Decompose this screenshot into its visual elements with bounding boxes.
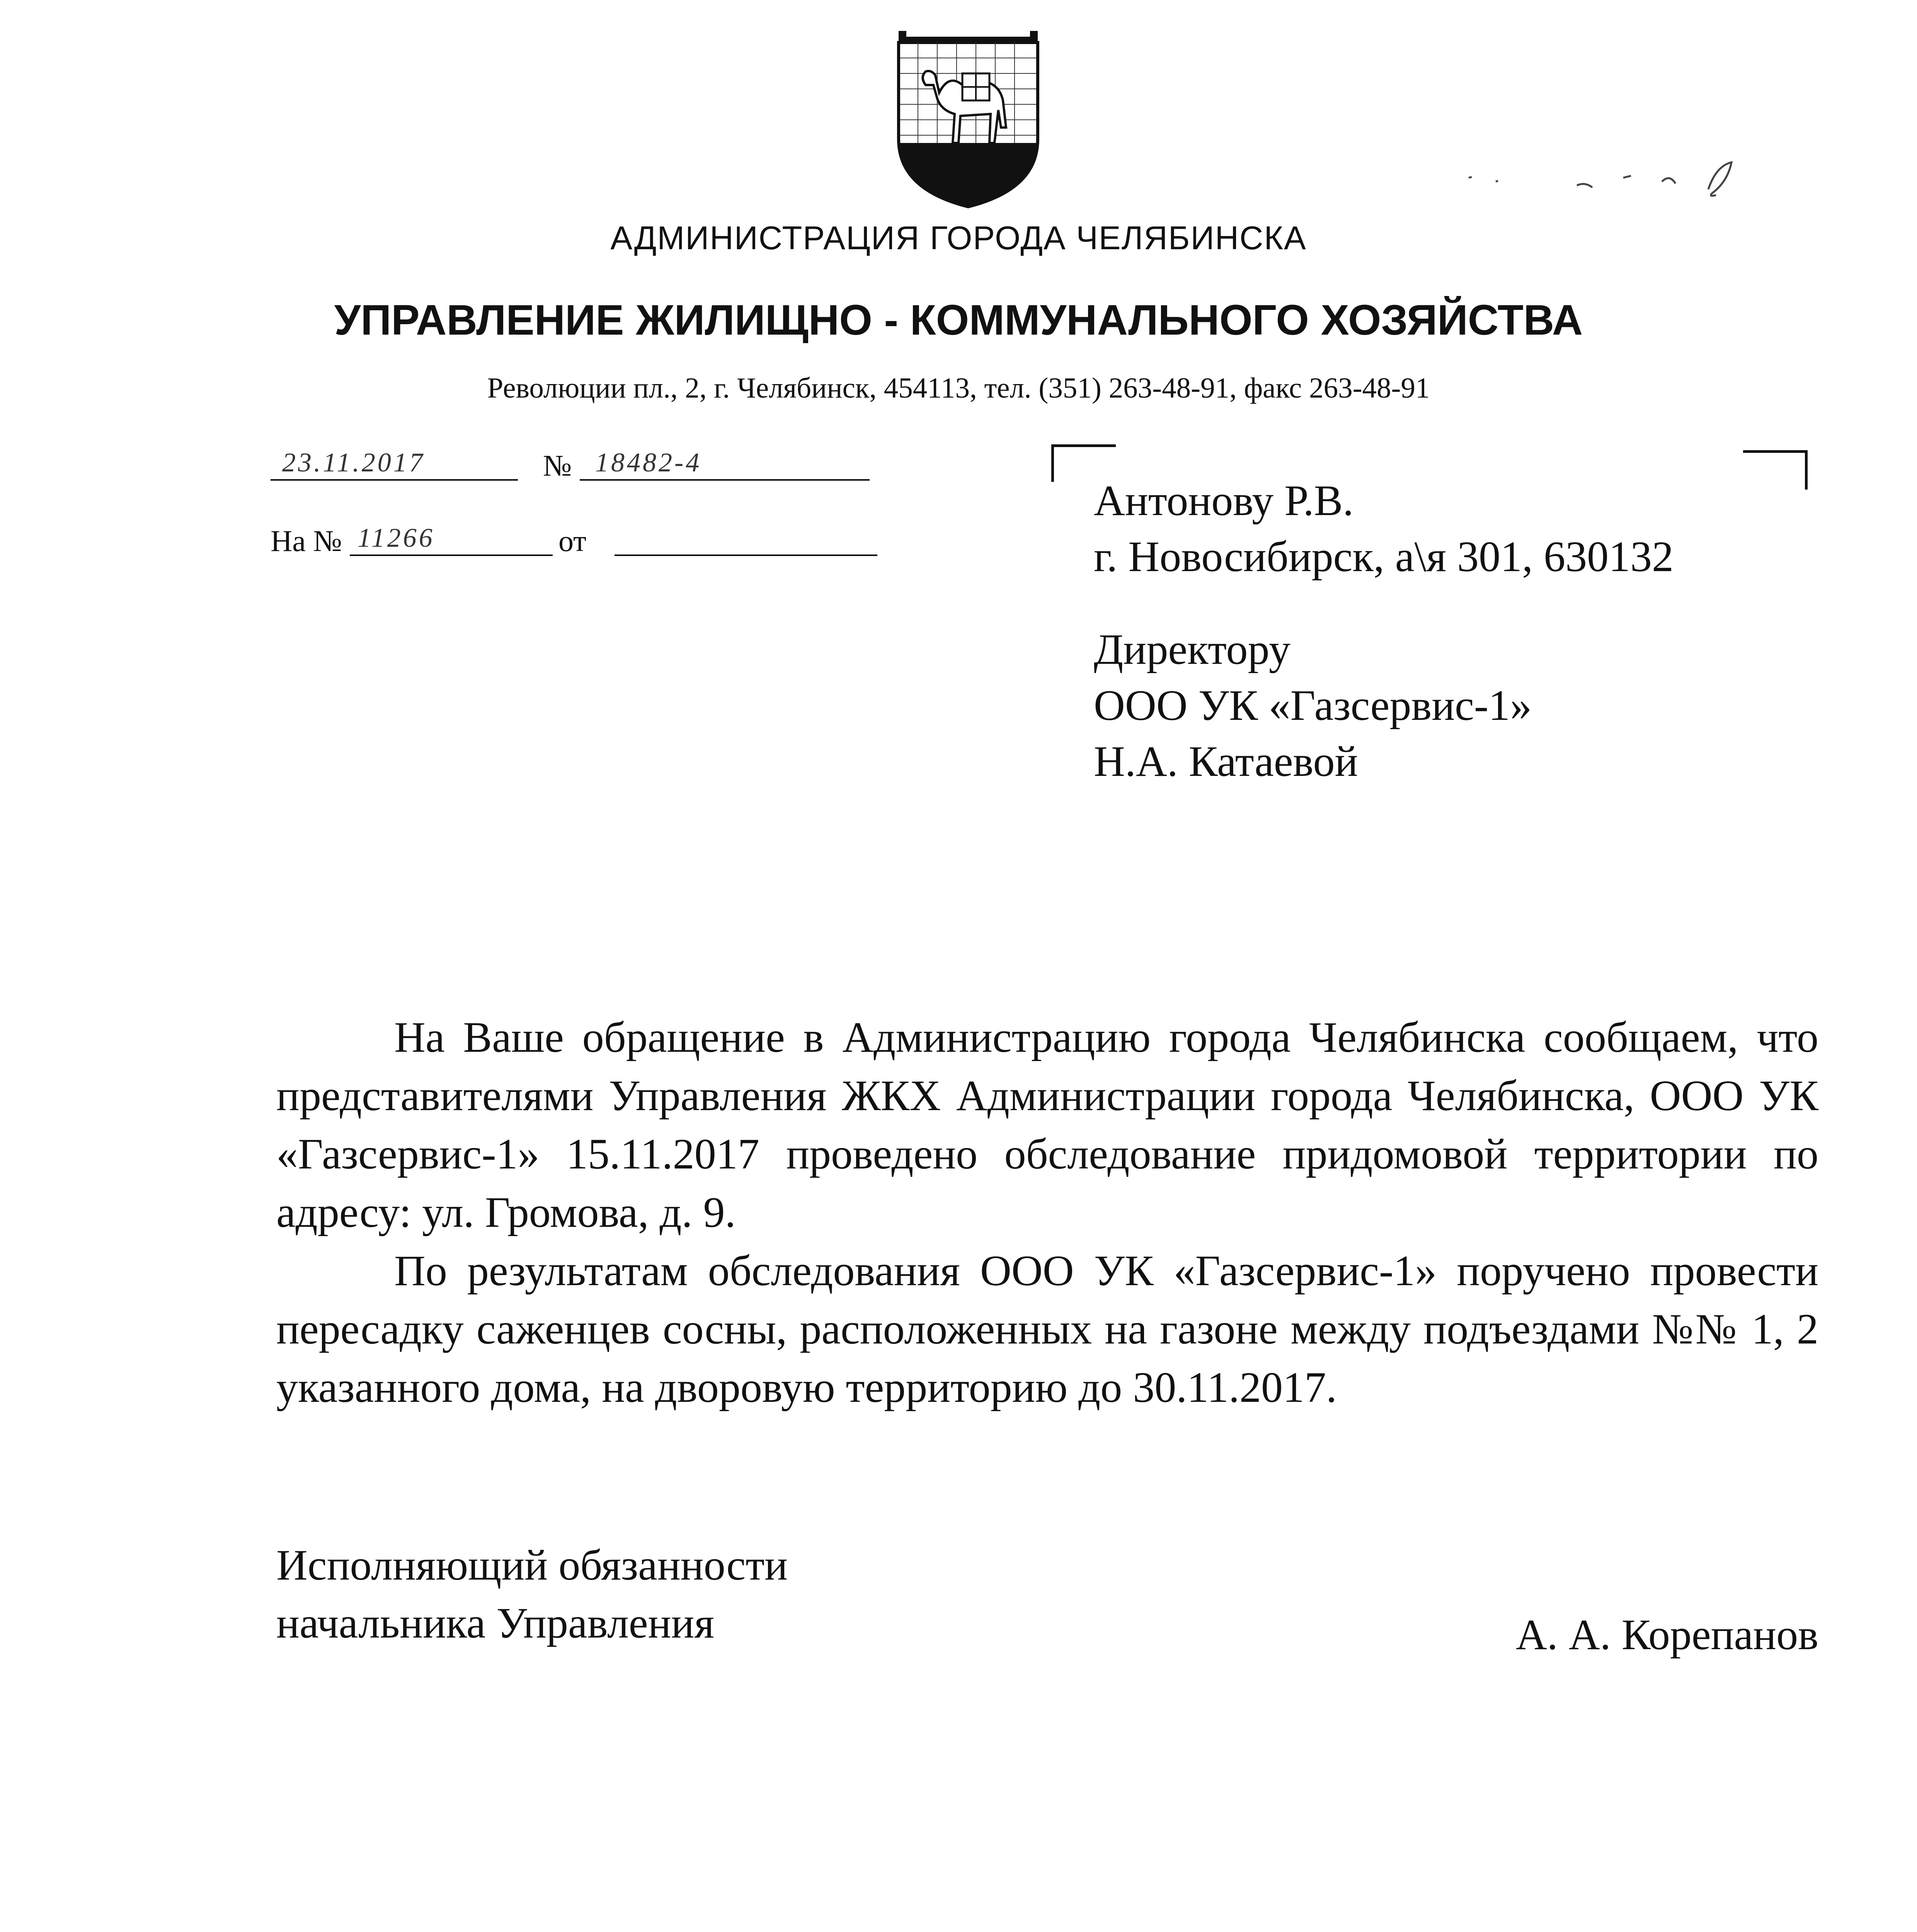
recipient-address: г. Новосибирск, а\я 301, 630132 <box>1094 533 1674 581</box>
recipient-organization: ООО УК «Газсервис-1» <box>1094 682 1532 730</box>
from-date-field <box>615 526 877 556</box>
recipient-bracket-left <box>1051 444 1116 482</box>
outgoing-date-field <box>271 450 518 481</box>
outgoing-number-field <box>580 450 870 481</box>
recipient-bracket-right <box>1743 450 1808 490</box>
outgoing-date: 23.11.2017 <box>282 448 425 478</box>
administration-title: АДМИНИСТРАЦИЯ ГОРОДА ЧЕЛЯБИНСКА <box>610 220 1307 257</box>
recipient-position: Директору <box>1094 626 1290 673</box>
reply-to-number: 11266 <box>358 523 435 553</box>
recipient-director-name: Н.А. Катаевой <box>1094 738 1358 786</box>
coat-of-arms-icon <box>883 27 1053 209</box>
body-paragraph-1: На Ваше обращение в Администрацию города Челябинска сообщаем, что представителями Управления ЖКХ Администрации города Челябинска, ООО УК «Газсервис-1» 15.11.2017 проведено обследование придомовой территории по адресу: ул. Громова, д. 9. <box>276 1014 1818 1236</box>
from-label: от <box>558 524 587 558</box>
signer-name: А. А. Корепанов <box>1515 1611 1818 1659</box>
signer-position-line-2: начальника Управления <box>276 1599 714 1647</box>
body-paragraph-2: По результатам обследования ООО УК «Газсервис-1» поручено провести пересадку саженцев сосны, расположенных на газоне между подъездами №№ 1, 2 указанного дома, на дворовую территорию до 30.11.2017. <box>276 1247 1818 1412</box>
recipient-name: Антонову Р.В. <box>1094 477 1354 525</box>
signer-position-line-1: Исполняющий обязанности <box>276 1541 788 1589</box>
outgoing-number: 18482-4 <box>595 448 702 478</box>
letter-body <box>276 1009 1818 1417</box>
department-address: Революции пл., 2, г. Челябинск, 454113, тел. (351) 263-48-91, факс 263-48-91 <box>487 372 1430 404</box>
reply-to-number-field <box>350 523 553 556</box>
reply-to-label: На № <box>271 524 342 558</box>
handwritten-mark <box>1461 155 1755 209</box>
number-label: № <box>543 449 572 482</box>
department-title: УПРАВЛЕНИЕ ЖИЛИЩНО - КОММУНАЛЬНОГО ХОЗЯЙСТВА <box>334 296 1583 344</box>
